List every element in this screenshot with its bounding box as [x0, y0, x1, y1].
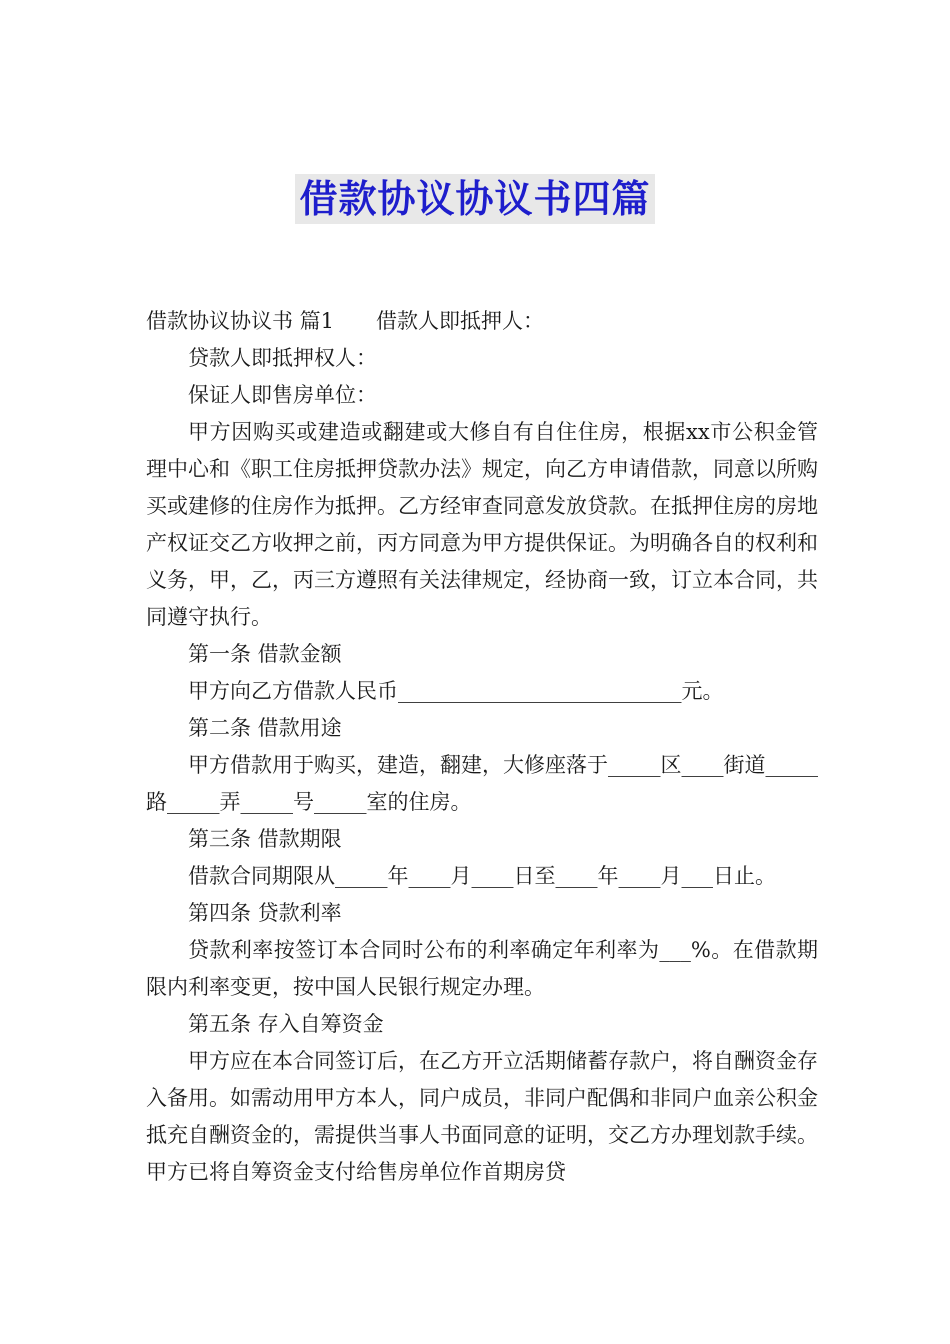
title-container [0, 174, 950, 224]
document-body [146, 303, 818, 1191]
article-3-heading: 第三条 借款期限 [188, 827, 342, 851]
lender-line: 贷款人即抵押权人： [188, 346, 377, 370]
guarantor-line: 保证人即售房单位： [188, 383, 377, 407]
article-1-heading: 第一条 借款金额 [188, 642, 342, 666]
article-5-text: 甲方应在本合同签订后，在乙方开立活期储蓄存款户，将自酬资金存入备用。如需动用甲方本人，同户成员，非同户配偶和非同户血亲公积金抵充自酬资金的，需提供当事人书面同意的证明，交乙方办理划款手续。甲方已将自筹资金支付给售房单位作首期房贷 [146, 1049, 818, 1184]
borrower-line: 借款人即抵押人： [376, 309, 545, 333]
article-4-heading: 第四条 贷款利率 [188, 901, 342, 925]
first-line [146, 303, 818, 340]
document-title: 借款协议协议书四篇 [295, 174, 654, 224]
article-3-text: 借款合同期限从_____年____月____日至____年____月___日止。 [188, 864, 776, 888]
article-1-text: 甲方向乙方借款人民币___________________________元。 [188, 679, 724, 703]
preamble-paragraph: 甲方因购买或建造或翻建或大修自有自住住房，根据xx市公积金管理中心和《职工住房抵押贷款办法》规定，向乙方申请借款，同意以所购买或建修的住房作为抵押。乙方经审查同意发放贷款。在抵押住房的房地产权证交乙方收押之前，丙方同意为甲方提供保证。为明确各自的权利和义务，甲，乙，丙三方遵照有关法律规定，经协商一致，订立本合同，共同遵守执行。 [146, 420, 818, 629]
section-label: 借款协议协议书 篇1 [146, 309, 335, 333]
article-5-heading: 第五条 存入自筹资金 [188, 1012, 384, 1036]
article-4-text: 贷款利率按签订本合同时公布的利率确定年利率为___%。在借款期限内利率变更，按中国人民银行规定办理。 [146, 938, 818, 999]
article-2-heading: 第二条 借款用途 [188, 716, 342, 740]
article-2-text: 甲方借款用于购买，建造，翻建，大修座落于_____区____街道_____路_____弄_____号_____室的住房。 [146, 753, 818, 814]
